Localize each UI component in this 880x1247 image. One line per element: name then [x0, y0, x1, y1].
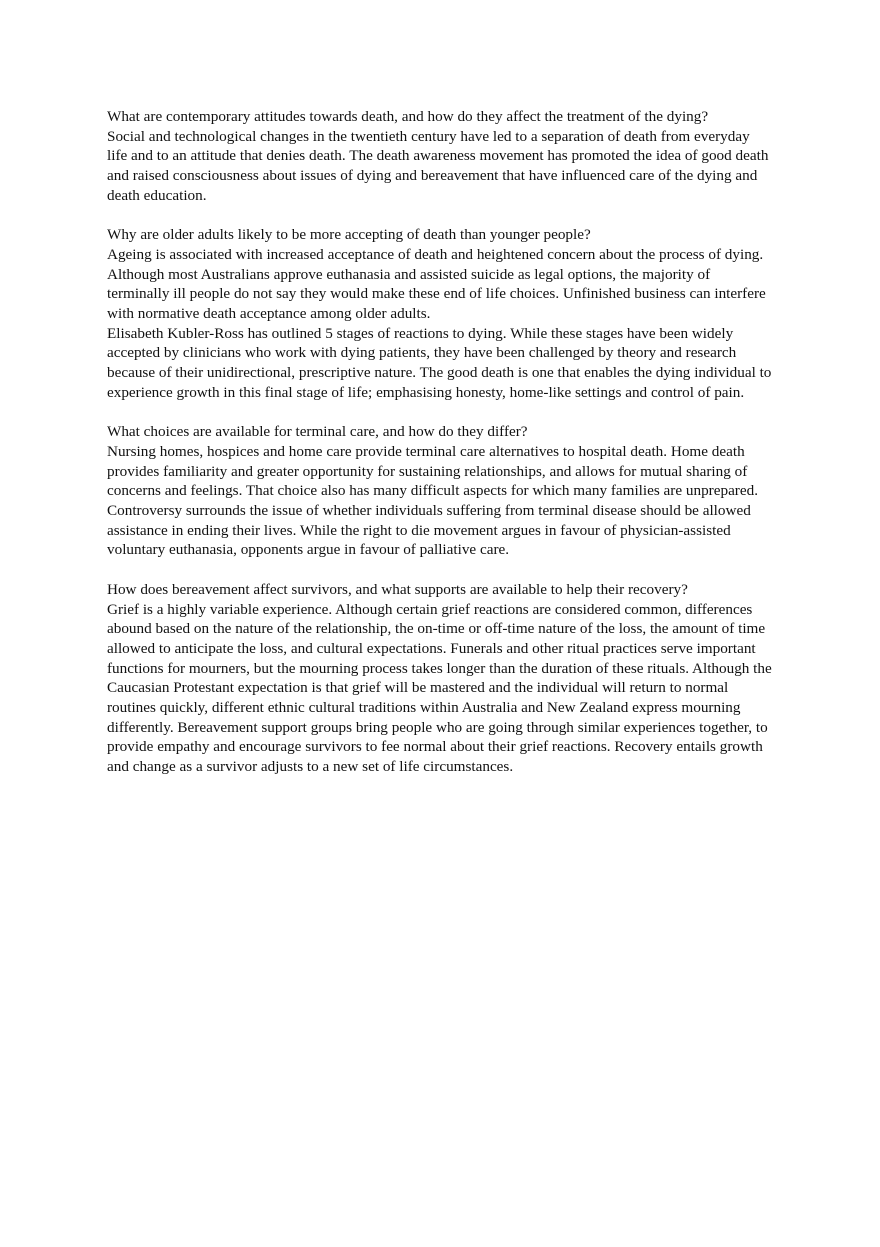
answer-paragraph: Grief is a highly variable experience. Although certain grief reactions are considered common, differences abound based on the nature of the relationship, the on-time or off-time nature of the loss, the amount of time allowed to anticipate the loss, and cultural expectations. Funerals and other ritual practices serve important functions for mourners, but the mourning process takes longer than the duration of these rituals. Although the Caucasian Protestant expectation is that grief will be mastered and the individual will return to normal routines quickly, different ethnic cultural traditions within Australia and New Zealand express mourning differently. Bereavement support groups bring people who are going through similar experiences together, to provide empathy and encourage survivors to fee normal about their grief reactions. Recovery entails growth and change as a survivor adjusts to a new set of life circumstances.: [107, 600, 772, 776]
answer-paragraph: Elisabeth Kubler-Ross has outlined 5 stages of reactions to dying. While these stages have been widely accepted by clinicians who work with dying patients, they have been challenged by theory and research because of their unidirectional, prescriptive nature. The good death is one that enables the dying individual to experience growth in this final stage of life; emphasising honesty, home-like settings and control of pain.: [107, 324, 772, 401]
answer-paragraph: Nursing homes, hospices and home care provide terminal care alternatives to hospital death. Home death provides familiarity and greater opportunity for sustaining relationships, and allows for mutual sharing of concerns and feelings. That choice also has many difficult aspects for which many families are unprepared.: [107, 442, 759, 500]
question-heading: Why are older adults likely to be more accepting of death than younger people?: [107, 226, 591, 244]
question-heading: What are contemporary attitudes towards death, and how do they affect the treatment of the dying?: [107, 108, 709, 125]
document-page: [107, 107, 772, 797]
answer-paragraph: Controversy surrounds the issue of whether individuals suffering from terminal disease should be allowed assistance in ending their lives. While the right to die movement argues in favour of physician-assisted voluntary euthanasia, opponents argue in favour of palliative care.: [107, 502, 751, 559]
answer-paragraph: Social and technological changes in the twentieth century have led to a separation of death from everyday life and to an attitude that denies death. The death awareness movement has promoted the idea of good death and raised consciousness about issues of dying and bereavement that have influenced care of the dying and death education.: [107, 127, 769, 204]
section-older-adults-acceptance: [107, 225, 772, 402]
section-attitudes-towards-death: [107, 107, 772, 206]
section-terminal-care-choices: [107, 422, 772, 560]
question-heading: How does bereavement affect survivors, and what supports are available to help their recovery?: [107, 580, 688, 598]
question-heading: What choices are available for terminal care, and how do they differ?: [107, 423, 528, 441]
answer-paragraph: Ageing is associated with increased acceptance of death and heightened concern about the process of dying. Although most Australians approve euthanasia and assisted suicide as legal options, the majority of terminally ill people do not say they would make these end of life choices. Unfinished business can interfere with normative death acceptance among older adults.: [107, 245, 766, 323]
section-bereavement-support: [107, 580, 772, 777]
